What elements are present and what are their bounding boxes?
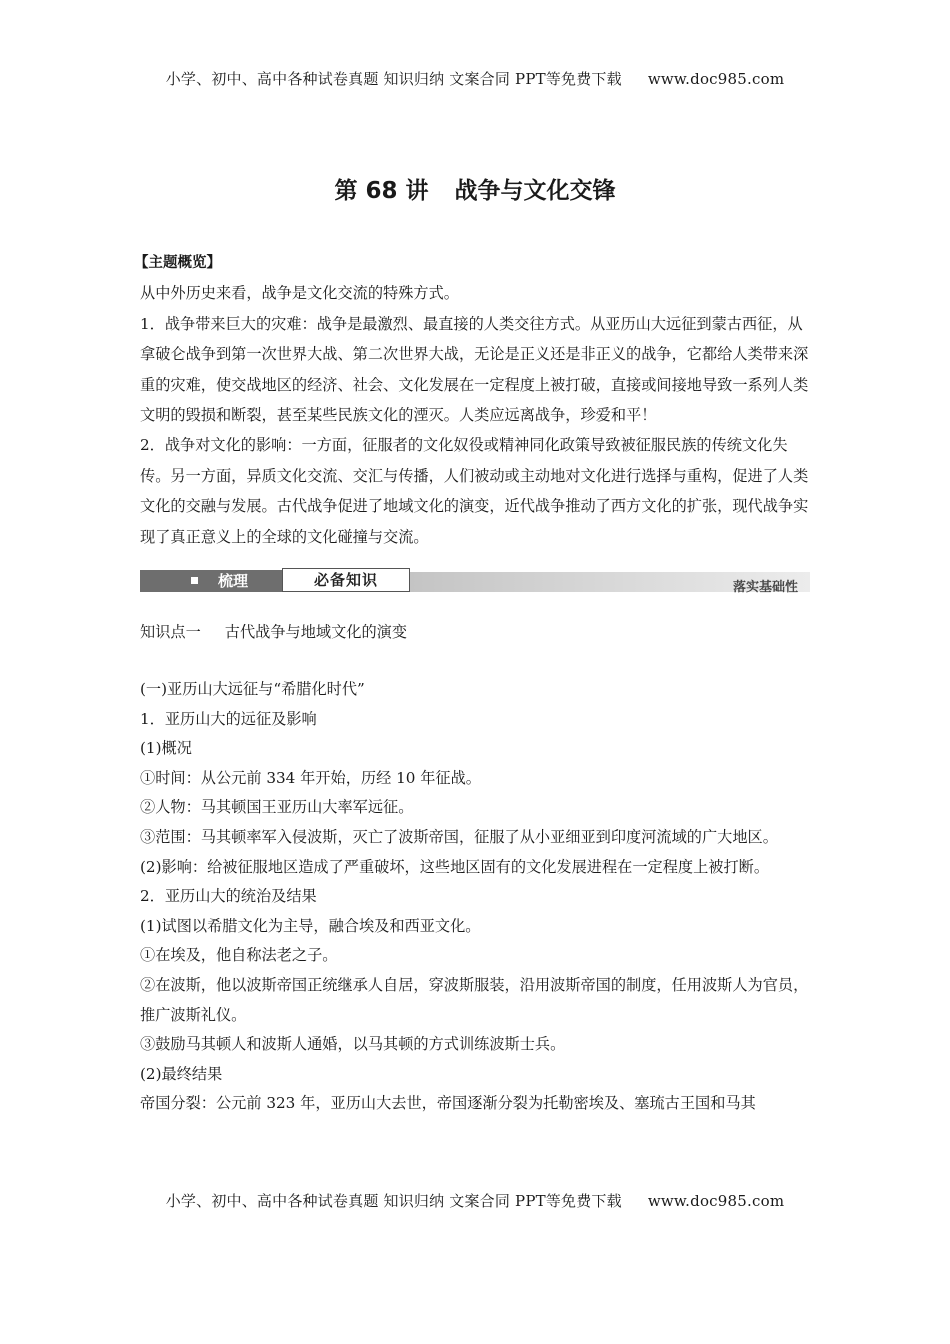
footer-url[interactable]: www.doc985.com bbox=[647, 1192, 785, 1210]
page-footer bbox=[0, 1190, 950, 1211]
knowledge-point-title: 古代战争与地域文化的演变 bbox=[224, 623, 407, 641]
section-banner bbox=[140, 567, 810, 595]
lecture-number: 第 68 讲 bbox=[334, 178, 429, 204]
overview-intro: 从中外历史来看，战争是文化交流的特殊方式。 bbox=[140, 284, 459, 303]
overview-label: 【主题概览】 bbox=[134, 255, 221, 271]
body-line: ①在埃及，他自称法老之子。 bbox=[140, 946, 338, 965]
footer-text: 小学、初中、高中各种试卷真题 知识归纳 文案合同 PPT等免费下载 bbox=[165, 1192, 622, 1210]
lecture-topic: 战争与文化交锋 bbox=[454, 178, 616, 204]
body-section bbox=[140, 675, 812, 1119]
overview-section bbox=[134, 248, 812, 552]
banner-left-label: 梳理 bbox=[218, 572, 249, 590]
header-url[interactable]: www.doc985.com bbox=[647, 70, 785, 88]
body-line: ③鼓励马其顿人和波斯人通婚，以马其顿的方式训练波斯士兵。 bbox=[140, 1035, 566, 1054]
body-line: ②在波斯，他以波斯帝国正统继承人自居，穿波斯服装，沿用波斯帝国的制度，任用波斯人为官员，推广波斯礼仪。 bbox=[140, 975, 809, 1024]
body-line: 1．亚历山大的远征及影响 bbox=[140, 709, 317, 728]
banner-middle-label: 必备知识 bbox=[282, 568, 410, 592]
page-header bbox=[0, 68, 950, 89]
body-line: ③范围：马其顿率军入侵波斯，灭亡了波斯帝国，征服了从小亚细亚到印度河流域的广大地区。 bbox=[140, 827, 778, 846]
knowledge-point-label: 知识点一 bbox=[140, 623, 201, 641]
overview-point-2: 2．战争对文化的影响：一方面，征服者的文化奴役或精神同化政策导致被征服民族的传统文化失传。另一方面，异质文化交流、交汇与传播，人们被动或主动地对文化进行选择与重构，促进了人类文化的交融与发展。古代战争促进了地域文化的演变，近代战争推动了西方文化的扩张，现代战争实现了真正意义上的全球的文化碰撞与交流。 bbox=[140, 436, 809, 546]
square-bullet-icon bbox=[191, 577, 198, 584]
body-line: ②人物：马其顿国王亚历山大率军远征。 bbox=[140, 798, 414, 817]
knowledge-point-heading bbox=[140, 617, 407, 647]
overview-point-1: 1．战争带来巨大的灾难：战争是最激烈、最直接的人类交往方式。从亚历山大远征到蒙古西征，从拿破仑战争到第一次世界大战、第二次世界大战，无论是正义还是非正义的战争，它都给人类带来深重的灾难，使交战地区的经济、社会、文化发展在一定程度上被打破，直接或间接地导致一系列人类文明的毁损和断裂，甚至某些民族文化的湮灭。人类应远离战争，珍爱和平！ bbox=[140, 314, 809, 425]
body-line: 帝国分裂：公元前 323 年，亚历山大去世，帝国逐渐分裂为托勒密埃及、塞琉古王国和马其 bbox=[140, 1094, 756, 1113]
page-title bbox=[0, 172, 950, 205]
body-line: (2)影响：给被征服地区造成了严重破坏，这些地区固有的文化发展进程在一定程度上被打断。 bbox=[140, 857, 770, 876]
banner-right-label: 落实基础性 bbox=[732, 580, 798, 595]
body-line: 2．亚历山大的统治及结果 bbox=[140, 887, 317, 906]
body-line: (一)亚历山大远征与“希腊化时代” bbox=[140, 680, 365, 698]
body-line: ①时间：从公元前 334 年开始，历经 10 年征战。 bbox=[140, 768, 481, 787]
header-text: 小学、初中、高中各种试卷真题 知识归纳 文案合同 PPT等免费下载 bbox=[165, 70, 622, 88]
banner-dark-tab bbox=[140, 570, 282, 592]
body-line: (1)概况 bbox=[140, 739, 192, 758]
body-line: (2)最终结果 bbox=[140, 1064, 223, 1083]
body-line: (1)试图以希腊文化为主导，融合埃及和西亚文化。 bbox=[140, 916, 481, 935]
